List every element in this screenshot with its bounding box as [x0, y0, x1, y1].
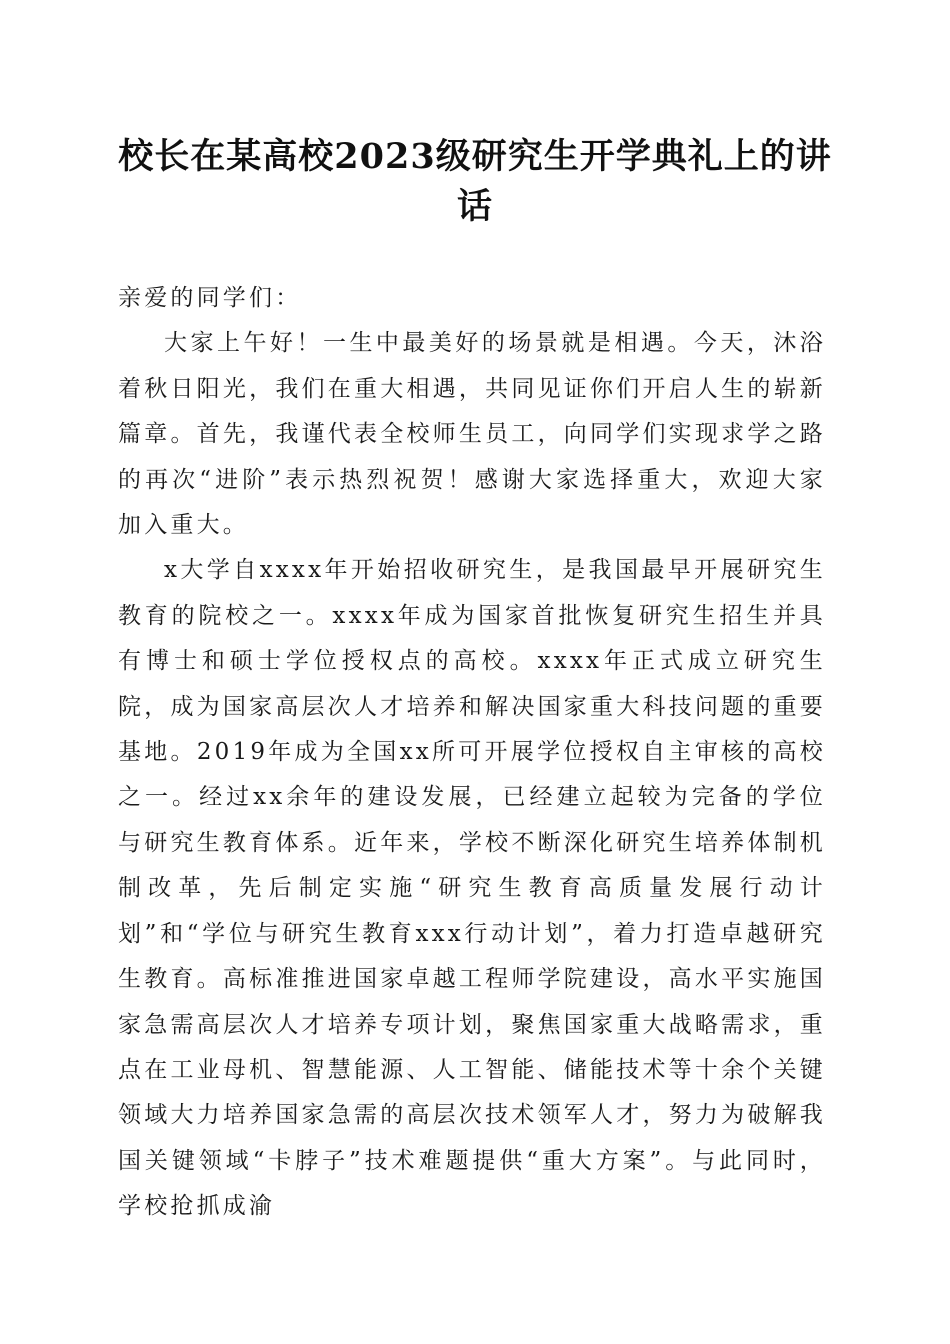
- paragraph-history: x大学自xxxx年开始招收研究生，是我国最早开展研究生教育的院校之一。xxxx年成为国家首批恢复研究生招生并具有博士和硕士学位授权点的高校。xxxx年正式成立研究生院，成为国家高层次人才培养和解决国家重大科技问题的重要基地。2019年成为全国xx所可开展学位授权自主审核的高校之一。经过xx余年的建设发展，已经建立起较为完备的学位与研究生教育体系。近年来，学校不断深化研究生培养体制机制改革，先后制定实施“研究生教育高质量发展行动计划”和“学位与研究生教育xxx行动计划”，着力打造卓越研究生教育。高标准推进国家卓越工程师学院建设，高水平实施国家急需高层次人才培养专项计划，聚焦国家重大战略需求，重点在工业母机、智慧能源、人工智能、储能技术等十余个关键领域大力培养国家急需的高层次技术领军人才，努力为破解我国关键领域“卡脖子”技术难题提供“重大方案”。与此同时，学校抢抓成渝: [118, 557, 826, 1220]
- paragraph-welcome: 大家上午好！一生中最美好的场景就是相遇。今天，沐浴着秋日阳光，我们在重大相遇，共同见证你们开启人生的崭新篇章。首先，我谨代表全校师生员工，向同学们实现求学之路的再次“进阶”表示热烈祝贺！感谢大家选择重大，欢迎大家加入重大。: [118, 330, 826, 539]
- document-title: 校长在某高校2023级研究生开学典礼上的讲话: [118, 136, 832, 227]
- document-body: [118, 276, 826, 1230]
- salutation: 亲爱的同学们：: [118, 285, 302, 311]
